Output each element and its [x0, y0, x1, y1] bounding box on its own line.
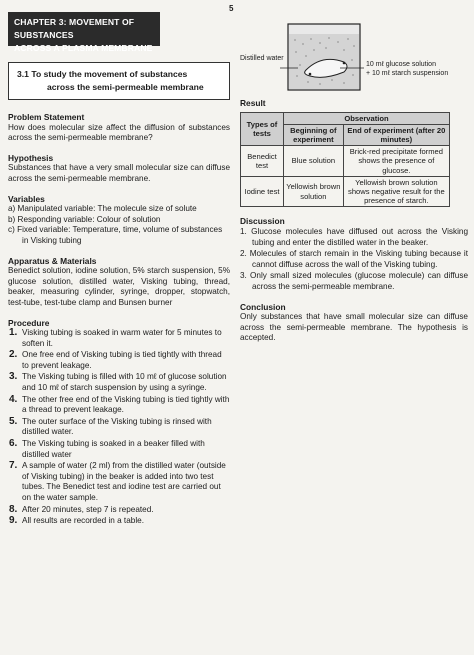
step-number: 5.	[9, 415, 18, 427]
cell-begin: Yellowish brown solution	[284, 176, 344, 207]
chapter-title-line1: CHAPTER 3: MOVEMENT OF SUBSTANCES	[14, 17, 135, 40]
procedure-step	[9, 393, 230, 416]
conclusion-text: Only substances that have small molecular size can diffuse across the semi-permeable membrane. The hypothesis is accepted.	[240, 312, 468, 343]
variable-item: b) Responding variable: Colour of solution	[8, 214, 161, 224]
variable-item: a) Manipulated variable: The molecule size of solute	[8, 204, 197, 214]
step-text: After 20 minutes, step 7 is repeated.	[22, 504, 154, 514]
problem-heading: Problem Statement	[8, 112, 85, 122]
label-glucose: 10 mℓ glucose solution	[366, 61, 436, 68]
procedure-step	[9, 515, 230, 527]
hypothesis-section	[8, 153, 230, 185]
result-section	[240, 98, 468, 207]
step-text: All results are recorded in a table.	[22, 516, 144, 526]
step-text: The outer surface of the Visking tubing is rinsed with distilled water.	[22, 416, 212, 437]
step-number: 3.	[9, 371, 18, 383]
hypothesis-text: Substances that have a very small molecular size can diffuse across the semi-permeable membrane.	[8, 163, 230, 183]
chapter-title	[8, 12, 160, 53]
procedure-step	[9, 415, 230, 438]
variable-item: c) Fixed variable: Temperature, time, volume of substances in Visking tubing	[8, 225, 223, 245]
variables-section	[8, 194, 230, 247]
procedure-section	[8, 318, 230, 527]
apparatus-section	[8, 256, 230, 309]
experiment-title-line2: across the semi-permeable membrane	[47, 82, 204, 92]
cell-test: Benedict test	[241, 146, 284, 177]
variables-list	[8, 204, 230, 246]
table-row	[241, 146, 450, 177]
cell-begin: Blue solution	[284, 146, 344, 177]
procedure-step	[9, 327, 230, 349]
right-column	[240, 98, 468, 353]
result-table	[240, 112, 450, 208]
step-number: 8.	[9, 503, 18, 515]
procedure-step	[9, 371, 230, 393]
experiment-title-line1: 3.1 To study the movement of substances	[17, 69, 188, 79]
experiment-title	[8, 62, 230, 100]
cell-end: Brick-red precipitate formed shows the presence of glucose.	[343, 146, 449, 177]
discussion-item: 3. Only small sized molecules (glucose molecule) can diffuse across the semi-permeable membrane.	[240, 271, 468, 291]
header-end: End of experiment (after 20 minutes)	[343, 124, 449, 145]
procedure-step	[9, 438, 230, 460]
discussion-item: 1. Glucose molecules have diffused out across the Visking tubing and enter the distilled water in the beaker.	[240, 227, 468, 247]
apparatus-heading: Apparatus & Materials	[8, 255, 97, 266]
hypothesis-heading: Hypothesis	[8, 152, 54, 163]
thread-knot	[309, 73, 312, 76]
step-text: The Visking tubing is soaked in a beaker filled with distilled water	[22, 439, 205, 459]
table-row	[241, 176, 450, 207]
discussion-heading: Discussion	[240, 216, 285, 227]
conclusion-heading: Conclusion	[240, 301, 286, 312]
procedure-step	[9, 460, 230, 503]
procedure-steps	[8, 328, 230, 527]
problem-text: How does molecular size affect the diffusion of substances across the semi-permeable membrane?	[8, 122, 230, 143]
variables-heading: Variables	[8, 193, 45, 204]
cell-test: Iodine test	[241, 176, 284, 207]
procedure-step	[9, 349, 230, 371]
result-heading: Result	[240, 98, 266, 108]
apparatus-text: Benedict solution, iodine solution, 5% starch suspension, 5% glucose solution, distilled water, Visking tubing, thread, beaker, measuring cylinder, syringe, dropper, stopwatch, test-tube, test-tube clamp and Bunsen burner	[8, 266, 230, 307]
header-beginning: Beginning of experiment	[284, 124, 344, 145]
chapter-title-line2: ACROSS A PLASMA MEMBRANE	[14, 43, 153, 53]
conclusion-section	[240, 302, 468, 344]
step-number: 7.	[9, 460, 18, 472]
table-header-row	[241, 112, 450, 124]
step-text: Visking tubing is soaked in warm water for 5 minutes to soften it.	[22, 328, 222, 348]
header-observation: Observation	[284, 112, 450, 124]
procedure-step	[9, 503, 230, 516]
step-text: One free end of Visking tubing is tied tightly with thread to prevent leakage.	[22, 350, 222, 370]
thread-knot	[343, 62, 346, 65]
beaker-diagram	[240, 10, 468, 95]
page-number: 5	[229, 4, 234, 13]
step-text: A sample of water (2 ml) from the distilled water (outside of Visking tubing) in the beaker is added into two test tubes. The Benedict test and iodine test are carried out on the water sample.	[22, 461, 226, 502]
discussion-item: 2. Molecules of starch remain in the Visking tubing because it cannot diffuse across the wall of the Visking tubing.	[240, 249, 468, 269]
header-types: Types of tests	[241, 112, 284, 146]
cell-end: Yellowish brown solution shows negative result for the presence of starch.	[343, 176, 449, 207]
step-text: The other free end of the Visking tubing is tied tightly with a thread to prevent leakage.	[22, 394, 230, 415]
discussion-list	[240, 227, 468, 293]
discussion-section	[240, 216, 468, 292]
step-number: 4.	[9, 393, 18, 405]
label-distilled: Distilled water	[240, 55, 284, 62]
step-number: 9.	[9, 515, 18, 527]
label-starch: + 10 mℓ starch suspension	[366, 70, 449, 77]
problem-section	[8, 112, 230, 144]
left-column	[8, 112, 230, 536]
procedure-heading: Procedure	[8, 317, 50, 328]
step-number: 6.	[9, 438, 18, 450]
step-number: 2.	[9, 349, 18, 361]
step-text: The Visking tubing is filled with 10 mℓ of glucose solution and 10 mℓ of starch suspension by using a syringe.	[22, 372, 227, 393]
step-number: 1.	[9, 327, 18, 339]
